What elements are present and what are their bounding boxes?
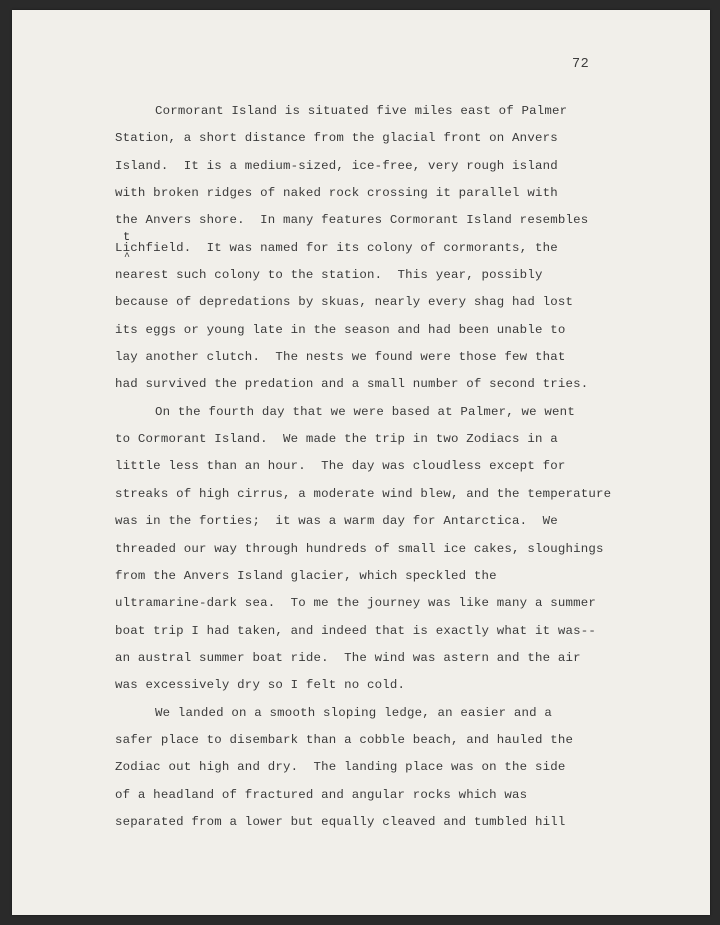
- text-line: Island. It is a medium-sized, ice-free, very rough island: [115, 158, 558, 173]
- text-line: lay another clutch. The nests we found were those few that: [115, 350, 566, 365]
- handwritten-insertion: t: [123, 229, 131, 244]
- text-line: its eggs or young late in the season and had been unable to: [115, 322, 566, 337]
- insertion-caret: ^: [124, 251, 131, 263]
- text-line: threaded our way through hundreds of small ice cakes, sloughings: [115, 541, 604, 556]
- text-line: separated from a lower but equally cleaved and tumbled hill: [115, 814, 566, 829]
- text-line: little less than an hour. The day was cloudless except for: [115, 459, 566, 474]
- text-line: We landed on a smooth sloping ledge, an easier and a: [155, 705, 553, 720]
- text-line: an austral summer boat ride. The wind was astern and the air: [115, 650, 581, 665]
- text-line: nearest such colony to the station. This year, possibly: [115, 268, 543, 283]
- word-lichfield: Lichfield.: [115, 240, 192, 255]
- text-line: because of depredations by skuas, nearly every shag had lost: [115, 295, 574, 310]
- text-line: [115, 229, 675, 263]
- typed-page: [12, 10, 710, 915]
- text-line: Cormorant Island is situated five miles east of Palmer: [155, 104, 568, 118]
- text-line: Zodiac out high and dry. The landing place was on the side: [115, 760, 566, 775]
- text-line: ultramarine-dark sea. To me the journey was like many a summer: [115, 596, 597, 611]
- text-line: safer place to disembark than a cobble beach, and hauled the: [115, 732, 574, 747]
- text-line: streaks of high cirrus, a moderate wind blew, and the temperature: [115, 486, 612, 501]
- text-line: boat trip I had taken, and indeed that is exactly what it was--: [115, 623, 597, 638]
- text-line: to Cormorant Island. We made the trip in two Zodiacs in a: [115, 432, 558, 447]
- text-line: from the Anvers Island glacier, which speckled the: [115, 568, 497, 583]
- text-line: of a headland of fractured and angular rocks which was: [115, 787, 528, 802]
- text-line: was in the forties; it was a warm day for Antarctica. We: [115, 514, 558, 529]
- text-line: On the fourth day that we were based at Palmer, we went: [155, 404, 575, 419]
- body-text: [115, 98, 675, 836]
- text-line: had survived the predation and a small number of second tries.: [115, 377, 589, 392]
- text-line: with broken ridges of naked rock crossing it parallel with: [115, 186, 558, 201]
- text-line: was excessively dry so I felt no cold.: [115, 678, 406, 693]
- line-rest: It was named for its colony of cormorants, the: [191, 240, 558, 255]
- text-line: the Anvers shore. In many features Cormorant Island resembles: [115, 213, 589, 228]
- text-line: Station, a short distance from the glacial front on Anvers: [115, 131, 558, 146]
- corrected-word: [115, 229, 192, 263]
- page-number: 72: [572, 57, 590, 72]
